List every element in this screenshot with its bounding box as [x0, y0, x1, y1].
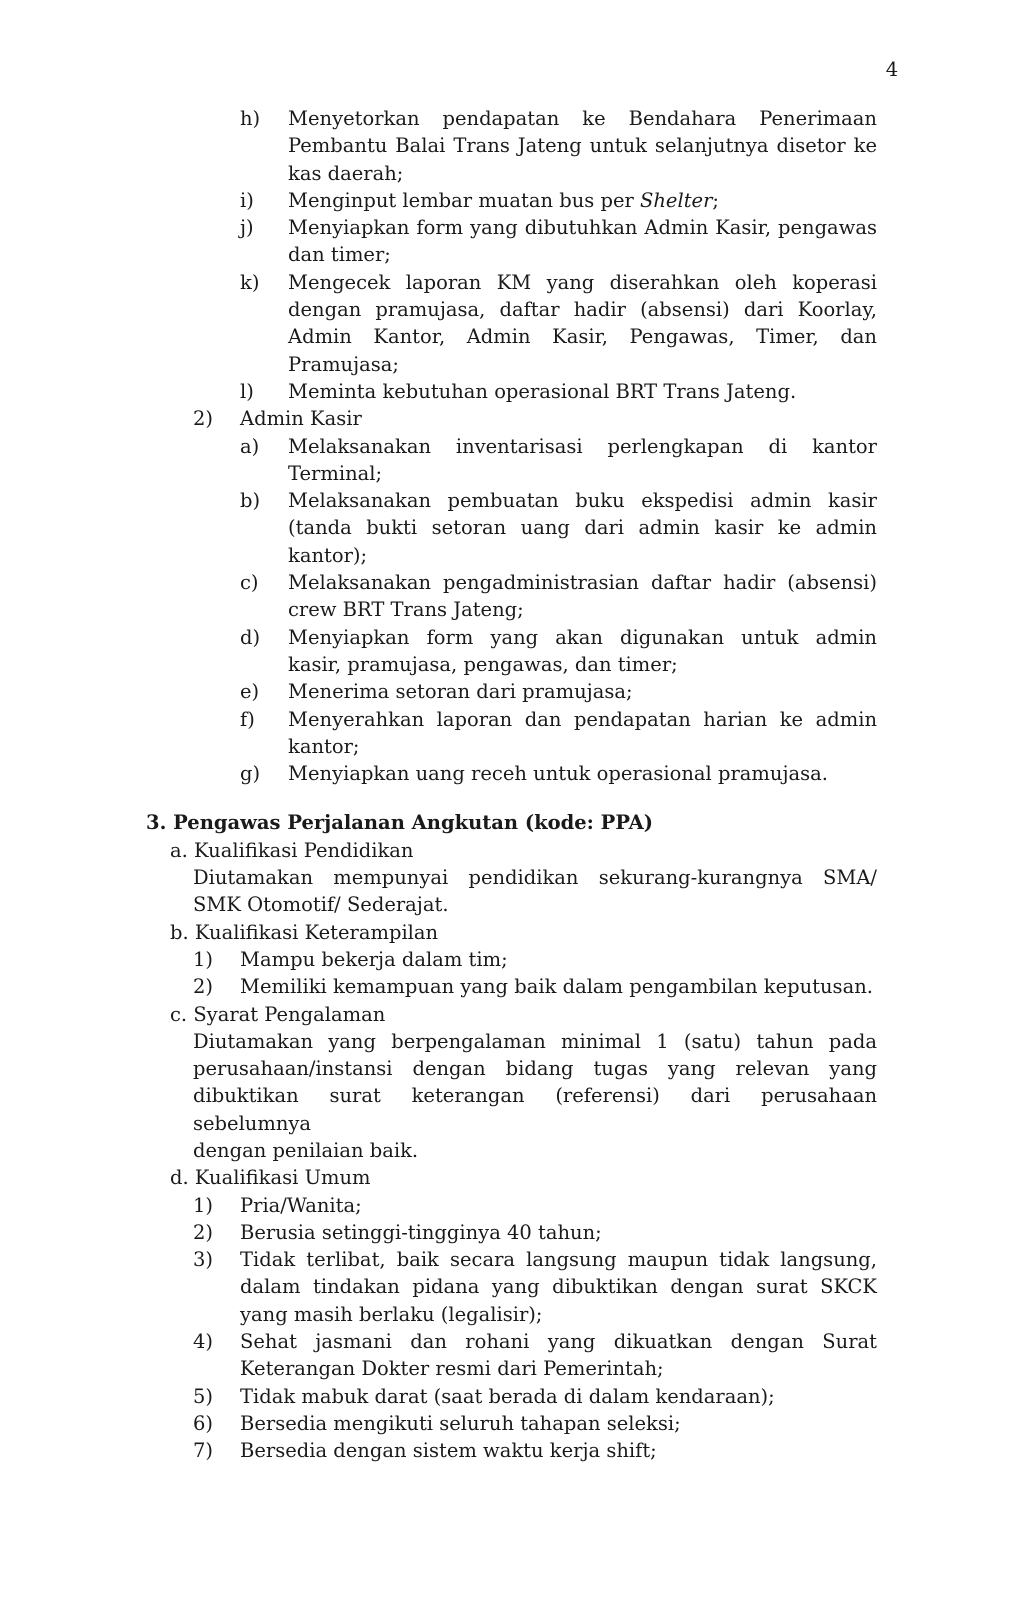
item-label: e) — [240, 680, 260, 704]
subheading-d-text: d. Kualifikasi Umum — [170, 1166, 371, 1190]
list-item — [0, 1328, 1018, 1355]
list-item-cont — [0, 323, 1018, 350]
subheading-c — [0, 1001, 1018, 1028]
list-item — [0, 269, 1018, 296]
item-label: f) — [240, 707, 255, 731]
list-item — [0, 678, 1018, 705]
item-label: c) — [240, 571, 259, 595]
item-text: Melaksanakan pengadministrasian daftar hadir (absensi) — [288, 571, 877, 595]
item-label: h) — [240, 107, 261, 130]
subsection-admin-kasir — [0, 405, 1018, 432]
paragraph-c-line: Diutamakan yang berpengalaman minimal 1 (satu) tahun pada — [193, 1029, 877, 1053]
paragraph-a — [0, 864, 1018, 891]
paragraph-c — [0, 1028, 1018, 1055]
list-item — [0, 706, 1018, 733]
item-text-italic: Shelter — [640, 188, 713, 212]
item-text-suffix: ; — [712, 188, 719, 212]
subheading-a-text: a. Kualifikasi Pendidikan — [170, 838, 414, 862]
list-item-cont — [0, 596, 1018, 623]
list-item-cont — [0, 733, 1018, 760]
list-item-cont — [0, 1301, 1018, 1328]
item-label: i) — [240, 188, 254, 212]
list-item — [0, 946, 1018, 973]
item-label: 5) — [193, 1384, 214, 1408]
list-item — [0, 1219, 1018, 1246]
list-item — [0, 433, 1018, 460]
item-label: 6) — [193, 1411, 214, 1435]
item-text: Memiliki kemampuan yang baik dalam pengambilan keputusan. — [240, 975, 873, 999]
item-text: kasir, pramujasa, pengawas, dan timer; — [288, 652, 678, 676]
item-label: 4) — [193, 1330, 214, 1354]
item-text: Menerima setoran dari pramujasa; — [288, 680, 633, 704]
item-text: crew BRT Trans Jateng; — [288, 598, 524, 622]
item-text: Menyiapkan form yang akan digunakan untuk admin — [288, 625, 877, 649]
item-text: Pramujasa; — [288, 352, 399, 376]
subheading-b-text: b. Kualifikasi Keterampilan — [170, 920, 439, 944]
item-label: 7) — [193, 1439, 214, 1463]
list-item — [0, 487, 1018, 514]
item-label: 2) — [193, 975, 214, 999]
item-text-prefix: Menginput lembar muatan bus per — [288, 188, 640, 212]
document-body — [0, 105, 1018, 1465]
item-text: Menyiapkan uang receh untuk operasional pramujasa. — [288, 762, 828, 786]
subsection-label: 2) — [193, 407, 214, 431]
list-item — [0, 973, 1018, 1000]
list-item-cont — [0, 1355, 1018, 1382]
item-text: Terminal; — [288, 461, 383, 485]
list-item — [0, 569, 1018, 596]
item-label: a) — [240, 434, 260, 458]
item-label: b) — [240, 489, 261, 513]
list-item-cont — [0, 651, 1018, 678]
subheading-c-text: c. Syarat Pengalaman — [170, 1002, 386, 1026]
list-item — [0, 1410, 1018, 1437]
section-3-heading: 3. Pengawas Perjalanan Angkutan (kode: PPA) — [146, 811, 653, 835]
item-text: Pembantu Balai Trans Jateng untuk selanjutnya disetor ke — [288, 134, 877, 158]
item-text: Meminta kebutuhan operasional BRT Trans Jateng. — [288, 379, 797, 403]
paragraph-c-line: perusahaan/instansi dengan bidang tugas yang relevan yang — [193, 1057, 877, 1081]
list-item-cont — [0, 241, 1018, 268]
item-label: k) — [240, 270, 260, 294]
list-item — [0, 760, 1018, 787]
item-text: Mampu bekerja dalam tim; — [240, 947, 508, 971]
paragraph-c-line: dengan penilaian baik. — [193, 1138, 419, 1162]
paragraph-a — [0, 891, 1018, 918]
item-text: Sehat jasmani dan rohani yang dikuatkan dengan Surat — [240, 1330, 877, 1354]
item-text: Admin Kantor, Admin Kasir, Pengawas, Timer, dan — [288, 325, 877, 349]
item-text: Tidak mabuk darat (saat berada di dalam kendaraan); — [240, 1384, 775, 1408]
item-label: l) — [240, 379, 254, 403]
item-text: Menyetorkan pendapatan ke Bendahara Penerimaan — [288, 107, 877, 130]
list-item — [0, 1246, 1018, 1273]
list-item — [0, 624, 1018, 651]
subheading-b — [0, 919, 1018, 946]
item-text: Pria/Wanita; — [240, 1193, 362, 1217]
item-text — [288, 187, 877, 214]
item-text: Bersedia mengikuti seluruh tahapan seleksi; — [240, 1411, 681, 1435]
item-label: j) — [240, 216, 254, 240]
item-text: Keterangan Dokter resmi dari Pemerintah; — [240, 1357, 664, 1381]
item-text: Melaksanakan inventarisasi perlengkapan di kantor — [288, 434, 877, 458]
list-item-cont — [0, 542, 1018, 569]
item-text: dalam tindakan pidana yang dibuktikan dengan surat SKCK — [240, 1275, 877, 1299]
item-text: Mengecek laporan KM yang diserahkan oleh koperasi — [288, 270, 877, 294]
list-item-cont — [0, 351, 1018, 378]
paragraph-a-line: Diutamakan mempunyai pendidikan sekurang-kurangnya SMA/ — [193, 866, 877, 890]
list-item-cont — [0, 296, 1018, 323]
list-item-cont — [0, 132, 1018, 159]
item-label: g) — [240, 762, 261, 786]
item-text: dengan pramujasa, daftar hadir (absensi) dari Koorlay, — [288, 298, 877, 322]
item-text: Bersedia dengan sistem waktu kerja shift; — [240, 1439, 657, 1463]
list-item — [0, 187, 1018, 214]
list-item — [0, 214, 1018, 241]
paragraph-c — [0, 1055, 1018, 1082]
item-text: kas daerah; — [288, 161, 404, 185]
subheading-a — [0, 837, 1018, 864]
item-text: (tanda bukti setoran uang dari admin kasir ke admin — [288, 516, 877, 540]
subheading-d — [0, 1164, 1018, 1191]
item-text: kantor); — [288, 543, 368, 567]
section-heading — [0, 809, 1018, 836]
paragraph-c — [0, 1082, 1018, 1137]
item-text: kantor; — [288, 734, 360, 758]
item-text: dan timer; — [288, 243, 391, 267]
list-item — [0, 1383, 1018, 1410]
item-label: 1) — [193, 947, 214, 971]
item-label: d) — [240, 625, 261, 649]
item-text: Menyerahkan laporan dan pendapatan harian ke admin — [288, 707, 877, 731]
item-text: Berusia setinggi-tingginya 40 tahun; — [240, 1220, 602, 1244]
page-number: 4 — [885, 58, 899, 81]
item-label: 3) — [193, 1248, 214, 1272]
item-label: 1) — [193, 1193, 214, 1217]
item-text: Melaksanakan pembuatan buku ekspedisi admin kasir — [288, 489, 877, 513]
paragraph-a-line: SMK Otomotif/ Sederajat. — [193, 893, 449, 917]
item-text: yang masih berlaku (legalisir); — [240, 1302, 543, 1326]
list-item — [0, 1192, 1018, 1219]
list-item-cont — [0, 514, 1018, 541]
list-item — [0, 1437, 1018, 1464]
list-item-cont — [0, 160, 1018, 187]
list-item — [0, 105, 1018, 132]
list-item-cont — [0, 1273, 1018, 1300]
subsection-title: Admin Kasir — [240, 407, 362, 431]
item-text: Tidak terlibat, baik secara langsung maupun tidak langsung, — [240, 1248, 877, 1272]
paragraph-c-line: dibuktikan surat keterangan (referensi) dari perusahaan sebelumnya — [193, 1084, 877, 1135]
list-item-cont — [0, 460, 1018, 487]
paragraph-c — [0, 1137, 1018, 1164]
item-label: 2) — [193, 1220, 214, 1244]
item-text: Menyiapkan form yang dibutuhkan Admin Kasir, pengawas — [288, 216, 877, 240]
list-item — [0, 378, 1018, 405]
